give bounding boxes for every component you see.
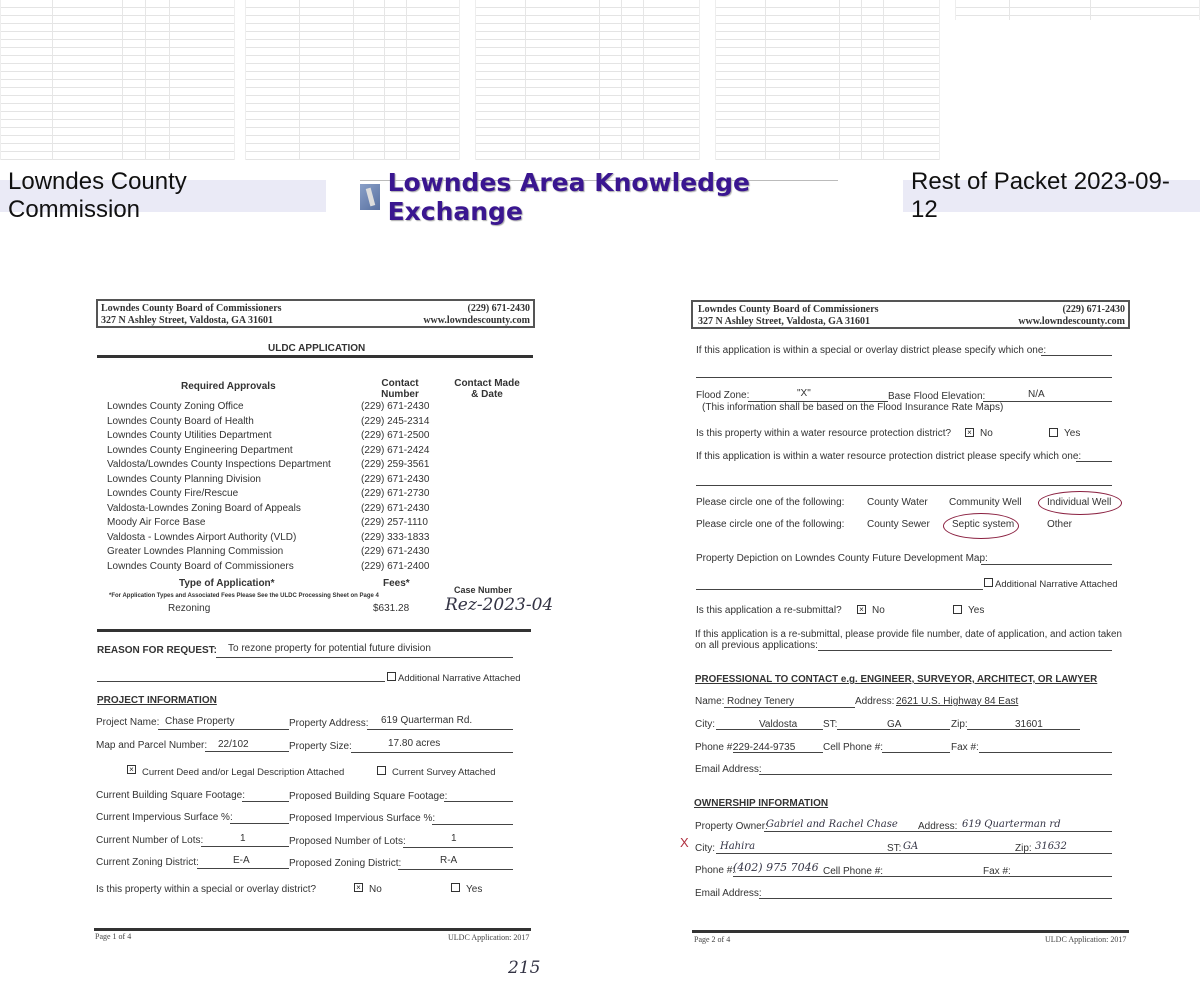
letterhead-web: www.lowndescounty.com <box>1018 316 1125 327</box>
page-number: Page 2 of 4 <box>694 935 731 944</box>
resubmittal-question: Is this application a re-submittal? <box>696 605 842 616</box>
divider <box>97 355 533 358</box>
divider <box>97 629 531 632</box>
handwritten-page-mark: 215 <box>508 958 541 978</box>
size-value: 17.80 acres <box>388 738 441 749</box>
flood-zone-label: Flood Zone: <box>696 390 750 401</box>
water-specify: If this application is within a water resource protection district please specify which one: <box>696 451 1082 462</box>
overlay-no-checkbox[interactable]: × <box>354 883 363 892</box>
option-community-well[interactable]: Community Well <box>949 497 1022 508</box>
option-county-sewer[interactable]: County Sewer <box>867 519 930 530</box>
approval-agency: Lowndes County Zoning Office <box>107 401 244 412</box>
approval-phone: (229) 671-2500 <box>361 430 430 441</box>
approval-agency: Moody Air Force Base <box>107 517 206 528</box>
packet-text: Rest of Packet 2023-09-12 <box>911 168 1170 223</box>
letterhead <box>96 299 535 328</box>
form-version: ULDC Application: 2017 <box>448 933 530 942</box>
professional-heading: PROFESSIONAL TO CONTACT e.g. ENGINEER, SURVEYOR, ARCHITECT, OR LAWYER <box>695 674 1098 685</box>
narrative-checkbox[interactable] <box>984 578 993 587</box>
owner-city-label: City: <box>695 843 715 854</box>
survey-label: Current Survey Attached <box>392 767 496 778</box>
approval-agency: Lowndes County Board of Commissioners <box>107 560 294 572</box>
narrative-label: Additional Narrative Attached <box>398 673 521 684</box>
owner-address-label: Address: <box>918 821 958 832</box>
approval-phone: (229) 671-2424 <box>361 444 430 456</box>
owner-address-value: 619 Quarterman rd <box>962 819 1061 830</box>
size-label: Property Size: <box>289 741 352 752</box>
option-septic-system[interactable]: Septic system <box>952 519 1015 530</box>
pro-city-label: City: <box>695 719 715 730</box>
fees-note: *For Application Types and Associated Fees Please See the ULDC Processing Sheet on Page 4 <box>109 593 379 599</box>
pro-st-label: ST: <box>823 719 838 730</box>
fee-value: $631.28 <box>373 603 410 614</box>
owner-zip-label: Zip: <box>1015 843 1032 854</box>
approval-phone: (229) 671-2730 <box>361 488 430 499</box>
col-required-approvals: Required Approvals <box>181 381 276 392</box>
case-label: Case Number <box>454 585 513 595</box>
commission-label[interactable] <box>0 168 326 223</box>
flood-zone-value: "X" <box>797 388 811 399</box>
project-name-label: Project Name: <box>96 717 160 728</box>
current-impervious-label: Current Impervious Surface %: <box>96 812 233 823</box>
overlay-specify: If this application is within a special or overlay district please specify which one: <box>696 345 1047 356</box>
approval-agency: Valdosta/Lowndes County Inspections Department <box>107 459 331 470</box>
owner-phone-label: Phone #: <box>695 865 736 876</box>
owner-email-label: Email Address: <box>695 888 762 899</box>
approval-phone: (229) 245-2314 <box>361 415 430 427</box>
pro-fax-label: Fax #: <box>951 742 979 753</box>
lake-title: Lowndes Area Knowledge Exchange <box>387 167 750 226</box>
letterhead-phone: (229) 671-2430 <box>1062 304 1125 315</box>
pro-cell-label: Cell Phone #: <box>823 742 884 753</box>
project-heading: PROJECT INFORMATION <box>97 695 217 706</box>
bfe-label: Base Flood Elevation: <box>888 391 986 402</box>
resubmittal-info: If this application is a re-submittal, please provide file number, date of application, and action taken <box>695 629 1122 640</box>
col-contact-number: Contact Number <box>381 378 419 400</box>
approval-agency: Lowndes County Fire/Rescue <box>107 488 239 499</box>
letterhead-address: 327 N Ashley Street, Valdosta, GA 31601 <box>101 315 274 326</box>
proposed-zoning-label: Proposed Zoning District: <box>289 858 402 869</box>
sewer-circle-label: Please circle one of the following: <box>696 519 845 530</box>
pro-st-value: GA <box>887 719 902 730</box>
water-yes-label: Yes <box>1064 428 1081 439</box>
fees-label: Fees* <box>383 578 410 589</box>
type-value: Rezoning <box>168 603 211 614</box>
form-version: ULDC Application: 2017 <box>1045 935 1127 944</box>
owner-value: Gabriel and Rachel Chase <box>766 819 898 830</box>
lake-logo-icon <box>360 184 380 210</box>
water-question: Is this property within a water resource protection district? <box>696 428 952 439</box>
water-yes-checkbox[interactable] <box>1049 428 1058 437</box>
pro-name-label: Name: <box>695 696 725 707</box>
proposed-lots-label: Proposed Number of Lots: <box>289 836 406 847</box>
approval-phone: (229) 333-1833 <box>361 531 430 543</box>
bfe-value: N/A <box>1028 389 1045 400</box>
pro-address-value: 2621 U.S. Highway 84 East <box>896 696 1019 707</box>
pro-phone-value: 229-244-9735 <box>733 742 796 753</box>
proposed-impervious-label: Proposed Impervious Surface %: <box>289 813 436 824</box>
overlay-yes-label: Yes <box>466 884 483 895</box>
page-number: Page 1 of 4 <box>95 932 132 941</box>
divider <box>94 928 531 931</box>
option-other[interactable]: Other <box>1047 519 1073 530</box>
thumbnail-page[interactable] <box>0 0 235 160</box>
approval-agency: Greater Lowndes Planning Commission <box>107 546 284 557</box>
packet-label[interactable] <box>903 168 1200 223</box>
pro-address-label: Address: <box>855 696 895 707</box>
narrative-checkbox[interactable] <box>387 672 396 681</box>
owner-zip-value: 31632 <box>1035 841 1067 852</box>
current-zoning-label: Current Zoning District: <box>96 857 199 868</box>
red-x-mark: X <box>680 835 689 850</box>
divider <box>692 930 1129 933</box>
reason-label: REASON FOR REQUEST: <box>97 645 218 656</box>
letterhead-web: www.lowndescounty.com <box>423 315 530 326</box>
water-no-label: No <box>980 428 993 439</box>
proposed-building-label: Proposed Building Square Footage: <box>289 791 448 802</box>
owner-st-label: ST: <box>887 843 902 854</box>
approval-agency: Lowndes County Engineering Department <box>107 444 293 456</box>
pro-phone-label: Phone #: <box>695 742 736 753</box>
approval-agency: Valdosta-Lowndes Zoning Board of Appeals <box>107 502 301 514</box>
col-contact-made: Contact Made & Date <box>454 378 520 400</box>
property-address-value: 619 Quarterman Rd. <box>381 715 473 726</box>
resub-yes-label: Yes <box>968 605 985 616</box>
lake-logo[interactable] <box>360 167 838 226</box>
owner-city-value: Hahira <box>720 841 756 852</box>
current-lots-label: Current Number of Lots: <box>96 835 204 846</box>
project-name-value: Chase Property <box>165 716 235 727</box>
approval-phone: (229) 257-1110 <box>361 517 428 528</box>
current-building-label: Current Building Square Footage: <box>96 790 245 801</box>
reason-value: To rezone property for potential future division <box>228 643 431 654</box>
resubmittal-info-2: on all previous applications: <box>695 640 818 651</box>
approval-agency: Lowndes County Planning Division <box>107 473 261 485</box>
option-individual-well[interactable]: Individual Well <box>1047 497 1112 508</box>
case-number-handwritten: Rez-2023-04 <box>445 595 554 615</box>
approval-agency: Lowndes County Utilities Department <box>107 430 272 441</box>
resub-no-label: No <box>872 605 885 616</box>
owner-cell-label: Cell Phone #: <box>823 866 884 877</box>
pro-name-value: Rodney Tenery <box>727 696 795 707</box>
letterhead <box>691 300 1130 329</box>
owner-st-value: GA <box>903 841 919 852</box>
approval-agency: Lowndes County Board of Health <box>107 415 254 427</box>
overlay-yes-checkbox[interactable] <box>451 883 460 892</box>
water-circle-label: Please circle one of the following: <box>696 497 845 508</box>
thumbnail-page[interactable] <box>245 0 460 160</box>
fdm-label: Property Depiction on Lowndes County Future Development Map: <box>696 553 988 564</box>
letterhead-org: Lowndes County Board of Commissioners <box>698 304 879 315</box>
commission-text: Lowndes County Commission <box>8 168 187 223</box>
pro-zip-value: 31601 <box>1015 719 1043 730</box>
proposed-lots-value: 1 <box>451 833 457 844</box>
pro-email-label: Email Address: <box>695 764 762 775</box>
parcel-value: 22/102 <box>218 739 249 750</box>
pro-zip-label: Zip: <box>951 719 968 730</box>
approval-phone: (229) 259-3561 <box>361 459 430 470</box>
thumbnail-page[interactable] <box>715 0 940 160</box>
proposed-zoning-value: R-A <box>440 855 458 866</box>
property-address-label: Property Address: <box>289 718 369 729</box>
flood-note: (This information shall be based on the Flood Insurance Rate Maps) <box>702 402 1004 413</box>
overlay-question: Is this property within a special or overlay district? <box>96 884 317 895</box>
resub-no-checkbox[interactable]: × <box>857 605 866 614</box>
approval-agency: Valdosta - Lowndes Airport Authority (VLD) <box>107 531 297 543</box>
approval-phone: (229) 671-2400 <box>361 560 430 572</box>
deed-label: Current Deed and/or Legal Description Attached <box>142 767 345 778</box>
owner-phone-value: (402) 975 7046 <box>733 861 819 874</box>
ownership-heading: OWNERSHIP INFORMATION <box>694 798 829 809</box>
type-label: Type of Application* <box>179 578 275 589</box>
narrative-label: Additional Narrative Attached <box>995 579 1118 590</box>
pro-city-value: Valdosta <box>759 719 798 730</box>
option-county-water[interactable]: County Water <box>867 497 928 508</box>
approval-phone: (229) 671-2430 <box>361 401 430 412</box>
approval-phone: (229) 671-2430 <box>361 546 430 557</box>
deed-checkbox[interactable]: × <box>127 765 136 774</box>
letterhead-phone: (229) 671-2430 <box>467 303 530 314</box>
thumbnail-page[interactable] <box>475 0 700 160</box>
approval-phone: (229) 671-2430 <box>361 502 430 514</box>
parcel-label: Map and Parcel Number: <box>96 740 208 751</box>
overlay-no-label: No <box>369 884 382 895</box>
survey-checkbox[interactable] <box>377 766 386 775</box>
owner-label: Property Owner: <box>695 821 768 832</box>
water-no-checkbox[interactable]: × <box>965 428 974 437</box>
approval-phone: (229) 671-2430 <box>361 473 430 485</box>
form-title: ULDC APPLICATION <box>268 343 366 354</box>
letterhead-address: 327 N Ashley Street, Valdosta, GA 31601 <box>698 316 871 327</box>
letterhead-org: Lowndes County Board of Commissioners <box>101 303 282 314</box>
owner-fax-label: Fax #: <box>983 866 1011 877</box>
resub-yes-checkbox[interactable] <box>953 605 962 614</box>
thumbnail-page[interactable] <box>955 0 1200 20</box>
current-lots-value: 1 <box>240 833 246 844</box>
current-zoning-value: E-A <box>233 855 250 866</box>
